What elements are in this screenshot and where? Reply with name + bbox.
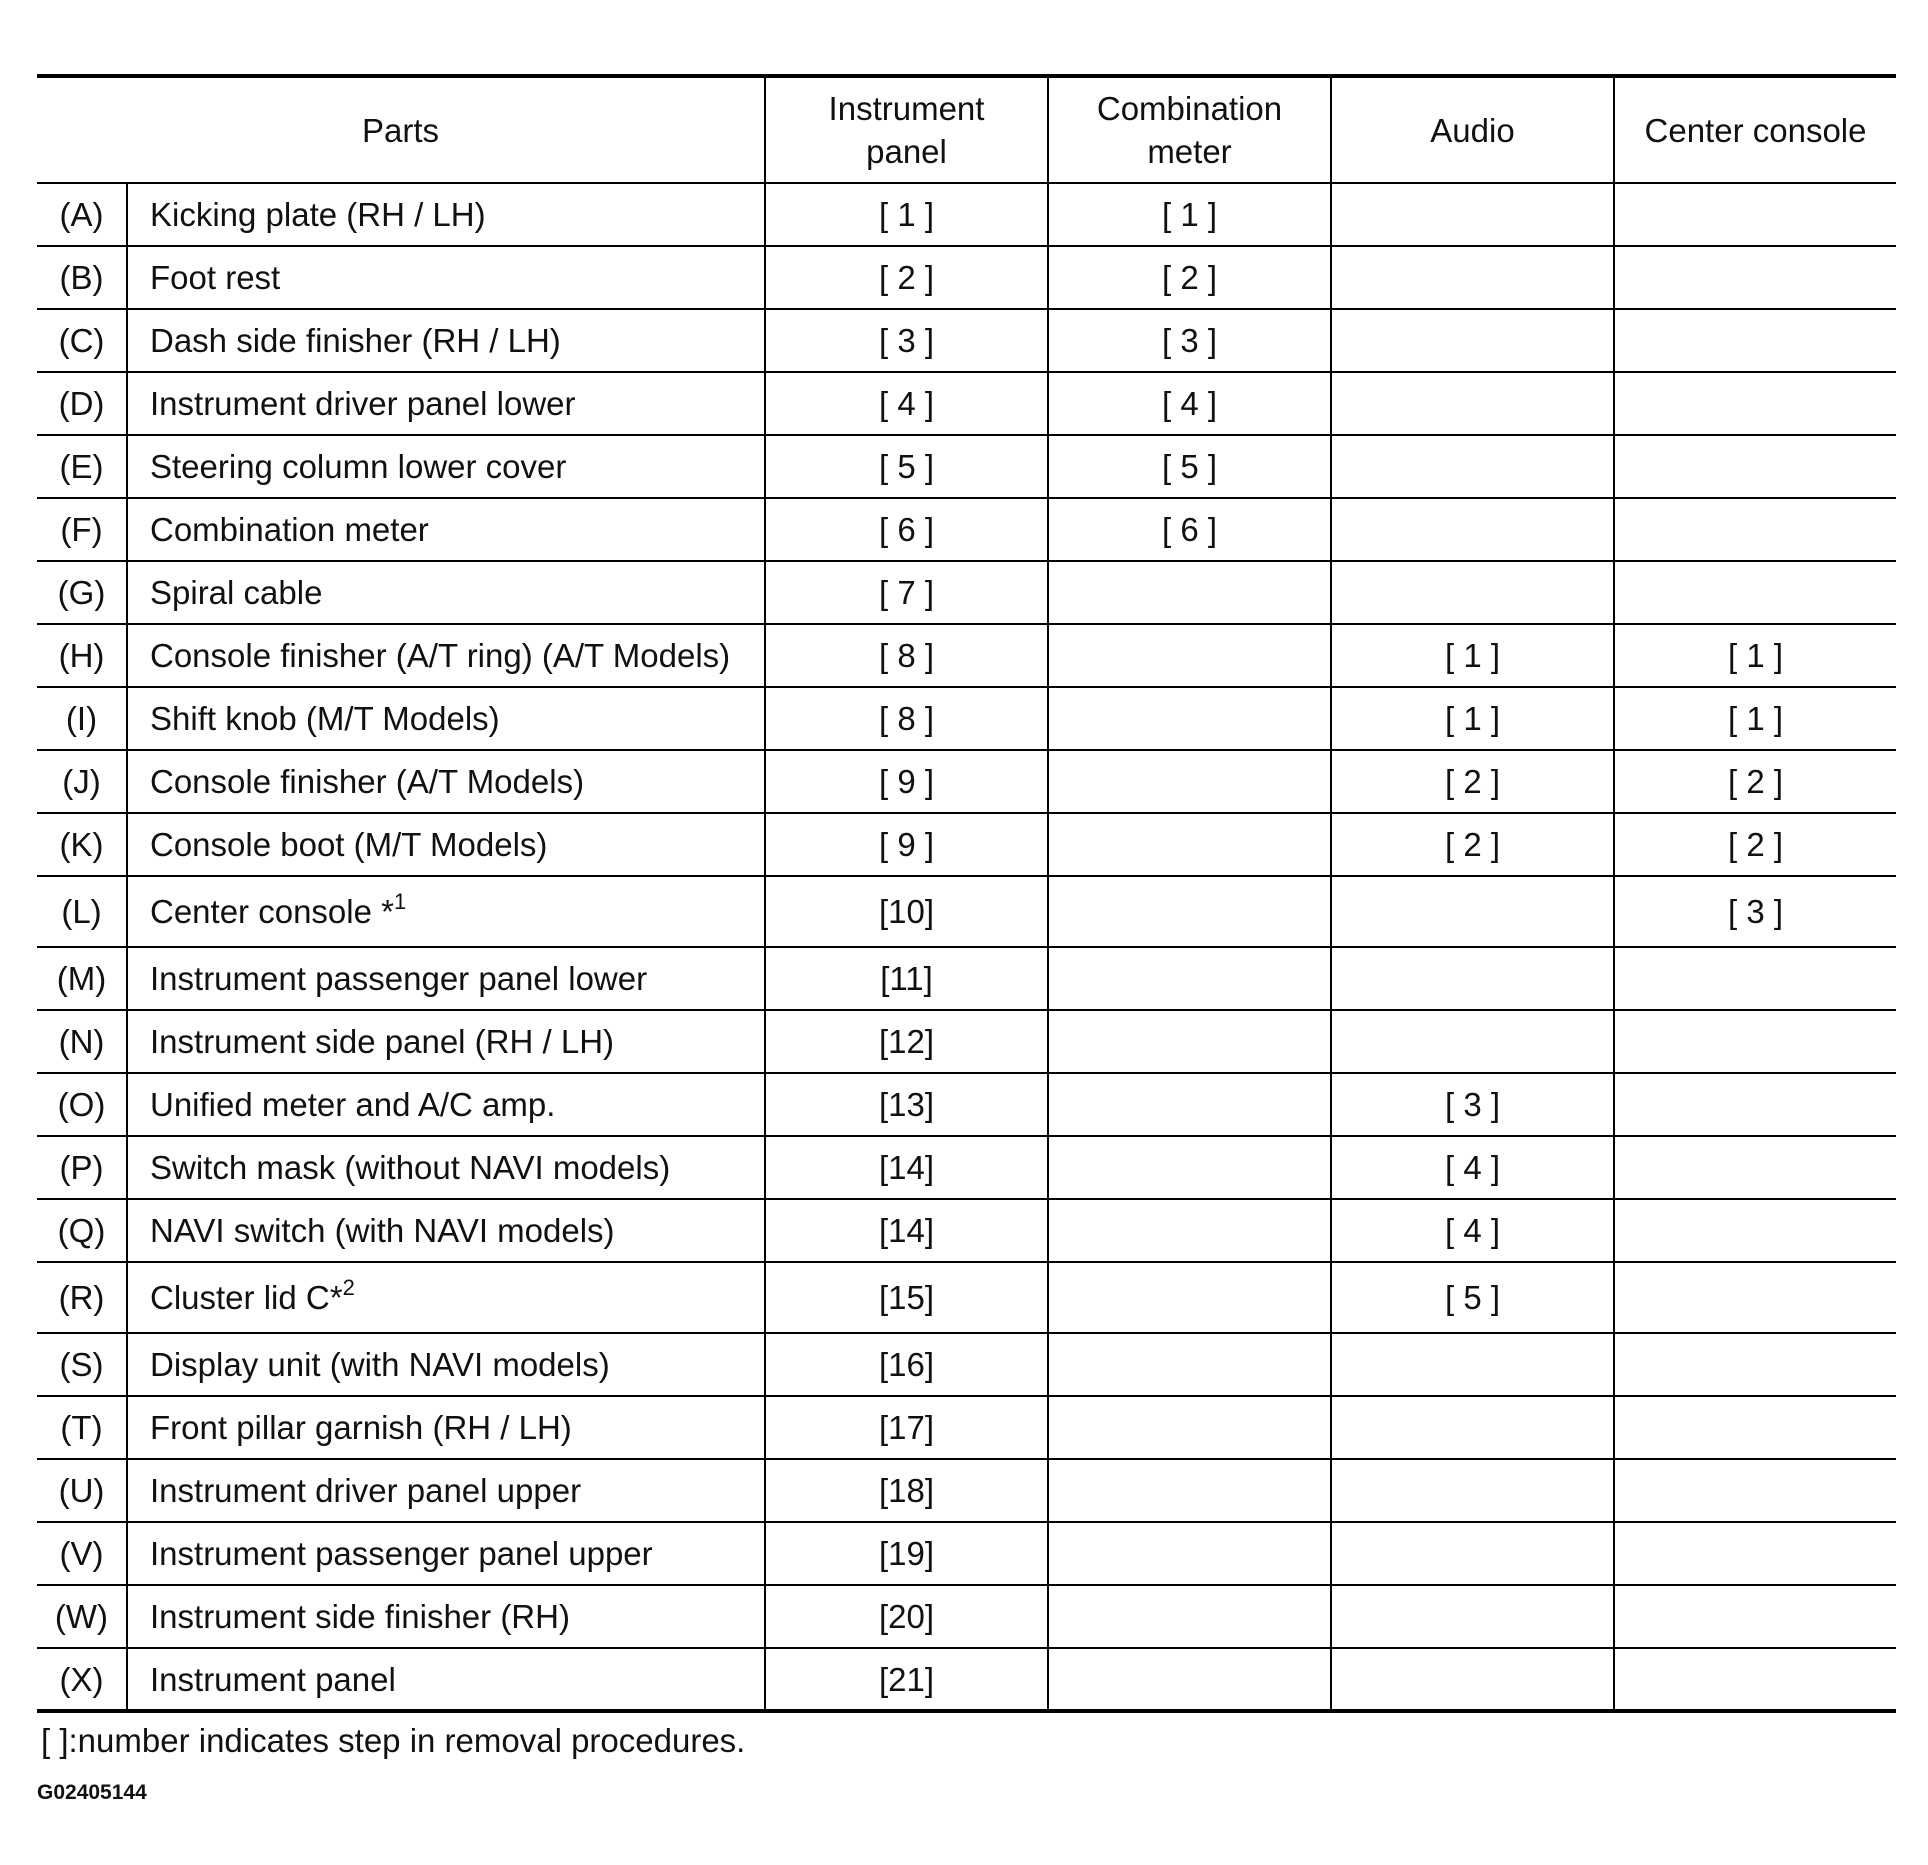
row-part-name-text: Spiral cable <box>150 574 323 611</box>
row-letter <box>37 561 127 624</box>
figure-id: G02405144 <box>37 1781 147 1804</box>
parts-removal-table <box>37 74 1896 1713</box>
row-letter <box>37 1648 127 1711</box>
row-step-instrument-panel-text: [18] <box>878 1472 935 1509</box>
row-letter-text: (R) <box>58 1279 105 1316</box>
row-part-name-text: Console boot (M/T Models) <box>150 826 548 863</box>
row-part-name <box>127 947 765 1010</box>
row-part-name-text: Front pillar garnish (RH / LH) <box>150 1409 572 1446</box>
row-step-audio-text: [ 1 ] <box>1444 637 1501 674</box>
row-part-name-text: Instrument driver panel upper <box>150 1472 582 1509</box>
row-step-instrument-panel <box>765 1396 1048 1459</box>
row-step-combination-meter <box>1048 1459 1331 1522</box>
row-part-name-text: Center console * <box>150 893 394 930</box>
row-step-instrument-panel-text: [ 6 ] <box>878 511 935 548</box>
row-letter-text: (H) <box>58 637 105 674</box>
row-letter-text: (I) <box>65 700 98 737</box>
row-part-name-text: Unified meter and A/C amp. <box>150 1086 556 1123</box>
header-center-console: Center console <box>1614 76 1896 183</box>
row-part-name <box>127 1199 765 1262</box>
row-step-audio <box>1331 1585 1614 1648</box>
row-part-name <box>127 1010 765 1073</box>
header-combination-meter <box>1048 76 1331 183</box>
row-step-audio-text: [ 4 ] <box>1444 1212 1501 1249</box>
table-row <box>37 1648 1896 1711</box>
row-part-name <box>127 813 765 876</box>
row-letter <box>37 1396 127 1459</box>
table-row <box>37 309 1896 372</box>
row-part-name <box>127 687 765 750</box>
row-step-instrument-panel-text: [10] <box>878 893 935 930</box>
row-step-combination-meter <box>1048 813 1331 876</box>
row-step-combination-meter <box>1048 750 1331 813</box>
row-step-instrument-panel <box>765 1648 1048 1711</box>
row-step-audio <box>1331 183 1614 246</box>
row-part-name-text: Instrument side panel (RH / LH) <box>150 1023 615 1060</box>
row-step-instrument-panel <box>765 561 1048 624</box>
row-step-instrument-panel-text: [15] <box>878 1279 935 1316</box>
removal-steps-sheet <box>37 74 1896 1805</box>
row-step-center-console <box>1614 246 1896 309</box>
row-step-audio <box>1331 498 1614 561</box>
table-row <box>37 1585 1896 1648</box>
table-row <box>37 1262 1896 1333</box>
row-letter <box>37 435 127 498</box>
row-letter <box>37 750 127 813</box>
row-part-name <box>127 435 765 498</box>
row-part-name <box>127 561 765 624</box>
row-step-center-console <box>1614 947 1896 1010</box>
table-row <box>37 750 1896 813</box>
row-letter-text: (K) <box>59 826 104 863</box>
row-part-name-text: Foot rest <box>150 259 281 296</box>
row-part-name <box>127 1459 765 1522</box>
row-step-center-console <box>1614 876 1896 947</box>
row-step-instrument-panel-text: [ 7 ] <box>878 574 935 611</box>
row-step-instrument-panel <box>765 246 1048 309</box>
row-step-instrument-panel <box>765 1585 1048 1648</box>
row-step-instrument-panel <box>765 1199 1048 1262</box>
row-step-instrument-panel-text: [ 2 ] <box>878 259 935 296</box>
row-step-combination-meter <box>1048 1648 1331 1711</box>
row-step-instrument-panel-text: [16] <box>878 1346 935 1383</box>
row-letter <box>37 1199 127 1262</box>
row-letter-text: (J) <box>62 763 101 800</box>
row-step-audio <box>1331 1199 1614 1262</box>
row-step-instrument-panel <box>765 372 1048 435</box>
row-part-name <box>127 183 765 246</box>
row-part-name-text: Kicking plate (RH / LH) <box>150 196 486 233</box>
row-part-name-text: Display unit (with NAVI models) <box>150 1346 610 1383</box>
row-step-combination-meter-text: [ 5 ] <box>1161 448 1218 485</box>
row-step-instrument-panel-text: [19] <box>878 1535 935 1572</box>
row-step-center-console <box>1614 1396 1896 1459</box>
row-step-instrument-panel <box>765 435 1048 498</box>
row-step-instrument-panel-text: [ 1 ] <box>878 196 935 233</box>
row-step-audio <box>1331 1073 1614 1136</box>
row-step-combination-meter <box>1048 1262 1331 1333</box>
row-letter <box>37 1333 127 1396</box>
table-row <box>37 1396 1896 1459</box>
table-row <box>37 876 1896 947</box>
row-step-instrument-panel <box>765 1073 1048 1136</box>
row-letter <box>37 947 127 1010</box>
row-part-name-text: Combination meter <box>150 511 429 548</box>
row-letter-text: (F) <box>60 511 103 548</box>
row-step-combination-meter <box>1048 1010 1331 1073</box>
row-letter <box>37 372 127 435</box>
row-step-combination-meter <box>1048 1333 1331 1396</box>
row-step-audio <box>1331 624 1614 687</box>
row-part-name <box>127 498 765 561</box>
header-instrument-panel <box>765 76 1048 183</box>
table-row <box>37 435 1896 498</box>
row-part-name <box>127 1262 765 1333</box>
row-letter <box>37 1522 127 1585</box>
row-step-instrument-panel-text: [ 5 ] <box>878 448 935 485</box>
row-part-name <box>127 750 765 813</box>
row-step-instrument-panel-text: [21] <box>878 1660 935 1698</box>
row-step-combination-meter-text: [ 6 ] <box>1161 511 1218 548</box>
row-step-instrument-panel <box>765 750 1048 813</box>
row-step-instrument-panel-text: [14] <box>878 1212 935 1249</box>
row-step-audio <box>1331 246 1614 309</box>
row-part-name-text: Console finisher (A/T Models) <box>150 763 585 800</box>
row-letter-text: (M) <box>56 960 107 997</box>
row-step-audio <box>1331 687 1614 750</box>
header-instrument-panel-line2: panel <box>866 133 947 170</box>
row-letter <box>37 183 127 246</box>
row-letter <box>37 813 127 876</box>
row-step-audio <box>1331 1262 1614 1333</box>
table-row <box>37 813 1896 876</box>
table-row <box>37 947 1896 1010</box>
row-step-center-console <box>1614 435 1896 498</box>
row-step-instrument-panel-text: [11] <box>880 960 933 997</box>
row-letter-text: (Q) <box>57 1212 106 1249</box>
row-part-name <box>127 876 765 947</box>
row-step-instrument-panel <box>765 813 1048 876</box>
row-letter-text: (S) <box>59 1346 104 1383</box>
row-step-center-console <box>1614 750 1896 813</box>
row-step-center-console <box>1614 1073 1896 1136</box>
row-letter <box>37 1585 127 1648</box>
row-letter-text: (W) <box>54 1598 109 1635</box>
table-row <box>37 1522 1896 1585</box>
row-step-center-console <box>1614 561 1896 624</box>
row-letter <box>37 309 127 372</box>
row-step-center-console <box>1614 624 1896 687</box>
row-step-center-console <box>1614 1199 1896 1262</box>
row-letter <box>37 1073 127 1136</box>
row-step-audio-text: [ 1 ] <box>1444 700 1501 737</box>
row-step-instrument-panel <box>765 624 1048 687</box>
row-step-audio <box>1331 435 1614 498</box>
row-step-combination-meter <box>1048 183 1331 246</box>
row-step-center-console <box>1614 183 1896 246</box>
row-step-combination-meter <box>1048 1199 1331 1262</box>
row-step-combination-meter <box>1048 498 1331 561</box>
row-step-center-console <box>1614 813 1896 876</box>
footnote-marker: 1 <box>393 889 407 914</box>
row-letter-text: (L) <box>61 893 102 930</box>
row-part-name <box>127 246 765 309</box>
row-step-combination-meter <box>1048 1585 1331 1648</box>
row-letter <box>37 1459 127 1522</box>
row-letter-text: (G) <box>57 574 106 611</box>
row-step-center-console <box>1614 1459 1896 1522</box>
row-step-audio <box>1331 947 1614 1010</box>
row-step-audio <box>1331 876 1614 947</box>
row-part-name-text: Instrument passenger panel upper <box>150 1535 653 1572</box>
row-letter-text: (B) <box>59 259 104 296</box>
table-row <box>37 246 1896 309</box>
row-part-name <box>127 309 765 372</box>
row-step-combination-meter <box>1048 1136 1331 1199</box>
row-step-combination-meter <box>1048 309 1331 372</box>
row-step-audio <box>1331 1136 1614 1199</box>
row-step-instrument-panel-text: [ 8 ] <box>878 637 935 674</box>
table-row <box>37 1136 1896 1199</box>
row-step-combination-meter <box>1048 876 1331 947</box>
row-letter-text: (P) <box>59 1149 104 1186</box>
row-step-center-console-text: [ 1 ] <box>1727 700 1784 737</box>
row-step-instrument-panel-text: [13] <box>878 1086 935 1123</box>
row-letter-text: (E) <box>59 448 104 485</box>
header-parts: Parts <box>37 76 765 183</box>
row-step-instrument-panel <box>765 309 1048 372</box>
footnote-marker: 2 <box>342 1275 355 1300</box>
row-step-instrument-panel-text: [ 8 ] <box>878 700 935 737</box>
row-step-combination-meter <box>1048 561 1331 624</box>
row-letter-text: (D) <box>58 385 105 422</box>
table-row <box>37 1073 1896 1136</box>
row-letter <box>37 624 127 687</box>
row-step-audio <box>1331 372 1614 435</box>
row-step-combination-meter <box>1048 1073 1331 1136</box>
row-part-name <box>127 1136 765 1199</box>
row-step-center-console <box>1614 687 1896 750</box>
row-step-combination-meter <box>1048 687 1331 750</box>
row-step-audio-text: [ 2 ] <box>1444 826 1501 863</box>
row-step-instrument-panel <box>765 498 1048 561</box>
row-step-center-console <box>1614 498 1896 561</box>
row-part-name-text: NAVI switch (with NAVI models) <box>150 1212 615 1249</box>
header-combination-meter-line1: Combination <box>1096 90 1283 127</box>
row-step-instrument-panel <box>765 1333 1048 1396</box>
row-letter <box>37 1262 127 1333</box>
row-step-instrument-panel <box>765 1010 1048 1073</box>
table-row <box>37 561 1896 624</box>
row-step-audio <box>1331 813 1614 876</box>
row-part-name-text: Console finisher (A/T ring) (A/T Models) <box>150 637 731 674</box>
table-row <box>37 687 1896 750</box>
row-step-audio <box>1331 561 1614 624</box>
row-letter <box>37 1136 127 1199</box>
row-step-combination-meter <box>1048 624 1331 687</box>
row-step-instrument-panel <box>765 1459 1048 1522</box>
row-step-instrument-panel-text: [ 9 ] <box>878 763 935 800</box>
row-letter <box>37 876 127 947</box>
header-audio: Audio <box>1331 76 1614 183</box>
table-row <box>37 1010 1896 1073</box>
row-step-instrument-panel-text: [12] <box>878 1023 935 1060</box>
row-letter-text: (A) <box>59 196 104 233</box>
header-combination-meter-line2: meter <box>1147 133 1232 170</box>
row-part-name-text: Instrument panel <box>150 1660 396 1698</box>
row-part-name-text: Steering column lower cover <box>150 448 567 485</box>
row-letter-text: (V) <box>59 1535 104 1572</box>
row-step-combination-meter <box>1048 435 1331 498</box>
row-part-name-text: Instrument passenger panel lower <box>150 960 648 997</box>
row-letter <box>37 1010 127 1073</box>
row-part-name-text: Cluster lid C* <box>150 1279 343 1316</box>
row-part-name <box>127 1522 765 1585</box>
table-row <box>37 1459 1896 1522</box>
table-row <box>37 183 1896 246</box>
row-step-instrument-panel <box>765 947 1048 1010</box>
row-step-audio <box>1331 750 1614 813</box>
row-step-audio <box>1331 1648 1614 1711</box>
row-step-instrument-panel <box>765 876 1048 947</box>
row-step-instrument-panel-text: [ 4 ] <box>878 385 935 422</box>
row-step-audio <box>1331 1522 1614 1585</box>
row-step-instrument-panel <box>765 687 1048 750</box>
row-step-instrument-panel-text: [20] <box>878 1598 935 1635</box>
row-part-name <box>127 1648 765 1711</box>
row-step-center-console <box>1614 372 1896 435</box>
header-row <box>37 76 1896 183</box>
row-step-instrument-panel <box>765 1136 1048 1199</box>
row-part-name-text: Dash side finisher (RH / LH) <box>150 322 561 359</box>
row-part-name-text: Shift knob (M/T Models) <box>150 700 500 737</box>
row-step-center-console <box>1614 1648 1896 1711</box>
row-step-audio <box>1331 1396 1614 1459</box>
row-part-name <box>127 624 765 687</box>
table-body <box>37 183 1896 1711</box>
row-step-center-console-text: [ 1 ] <box>1727 637 1784 674</box>
row-part-name <box>127 1333 765 1396</box>
row-letter-text: (X) <box>59 1660 104 1698</box>
row-step-combination-meter-text: [ 1 ] <box>1161 196 1218 233</box>
row-step-audio <box>1331 1010 1614 1073</box>
row-step-audio-text: [ 4 ] <box>1444 1149 1501 1186</box>
row-letter-text: (O) <box>57 1086 106 1123</box>
row-step-instrument-panel <box>765 183 1048 246</box>
row-letter-text: (U) <box>58 1472 105 1509</box>
row-step-combination-meter <box>1048 1522 1331 1585</box>
row-step-center-console <box>1614 309 1896 372</box>
row-step-combination-meter <box>1048 947 1331 1010</box>
row-step-combination-meter <box>1048 372 1331 435</box>
row-step-center-console <box>1614 1136 1896 1199</box>
row-step-audio <box>1331 1333 1614 1396</box>
row-letter <box>37 246 127 309</box>
table-row <box>37 1199 1896 1262</box>
table-row <box>37 1333 1896 1396</box>
row-part-name-text: Instrument side finisher (RH) <box>150 1598 570 1635</box>
row-step-center-console <box>1614 1010 1896 1073</box>
row-step-center-console-text: [ 3 ] <box>1727 893 1784 930</box>
row-part-name-text: Switch mask (without NAVI models) <box>150 1149 671 1186</box>
row-step-audio-text: [ 3 ] <box>1444 1086 1501 1123</box>
table-row <box>37 498 1896 561</box>
row-step-center-console-text: [ 2 ] <box>1727 826 1784 863</box>
row-step-combination-meter-text: [ 4 ] <box>1161 385 1218 422</box>
row-step-combination-meter <box>1048 246 1331 309</box>
row-step-audio <box>1331 309 1614 372</box>
row-step-combination-meter-text: [ 2 ] <box>1161 259 1218 296</box>
row-step-instrument-panel <box>765 1522 1048 1585</box>
row-step-instrument-panel-text: [ 9 ] <box>878 826 935 863</box>
row-step-audio-text: [ 2 ] <box>1444 763 1501 800</box>
header-instrument-panel-line1: Instrument <box>828 90 985 127</box>
row-part-name <box>127 1073 765 1136</box>
row-step-center-console <box>1614 1585 1896 1648</box>
table-row <box>37 624 1896 687</box>
row-part-name <box>127 1396 765 1459</box>
row-step-audio-text: [ 5 ] <box>1444 1279 1501 1316</box>
row-step-instrument-panel-text: [17] <box>878 1409 935 1446</box>
footnote: [ ]:number indicates step in removal procedures. <box>41 1722 746 1759</box>
row-letter <box>37 687 127 750</box>
row-step-audio <box>1331 1459 1614 1522</box>
row-step-center-console <box>1614 1262 1896 1333</box>
row-part-name-text: Instrument driver panel lower <box>150 385 576 422</box>
row-step-instrument-panel-text: [14] <box>878 1149 935 1186</box>
row-letter-text: (C) <box>58 322 105 359</box>
table-row <box>37 372 1896 435</box>
row-step-center-console <box>1614 1333 1896 1396</box>
row-letter <box>37 498 127 561</box>
row-step-center-console <box>1614 1522 1896 1585</box>
row-step-combination-meter-text: [ 3 ] <box>1161 322 1218 359</box>
row-step-instrument-panel <box>765 1262 1048 1333</box>
row-part-name <box>127 372 765 435</box>
row-letter-text: (T) <box>60 1409 103 1446</box>
row-step-instrument-panel-text: [ 3 ] <box>878 322 935 359</box>
row-part-name <box>127 1585 765 1648</box>
row-step-center-console-text: [ 2 ] <box>1727 763 1784 800</box>
row-step-combination-meter <box>1048 1396 1331 1459</box>
row-letter-text: (N) <box>58 1023 105 1060</box>
